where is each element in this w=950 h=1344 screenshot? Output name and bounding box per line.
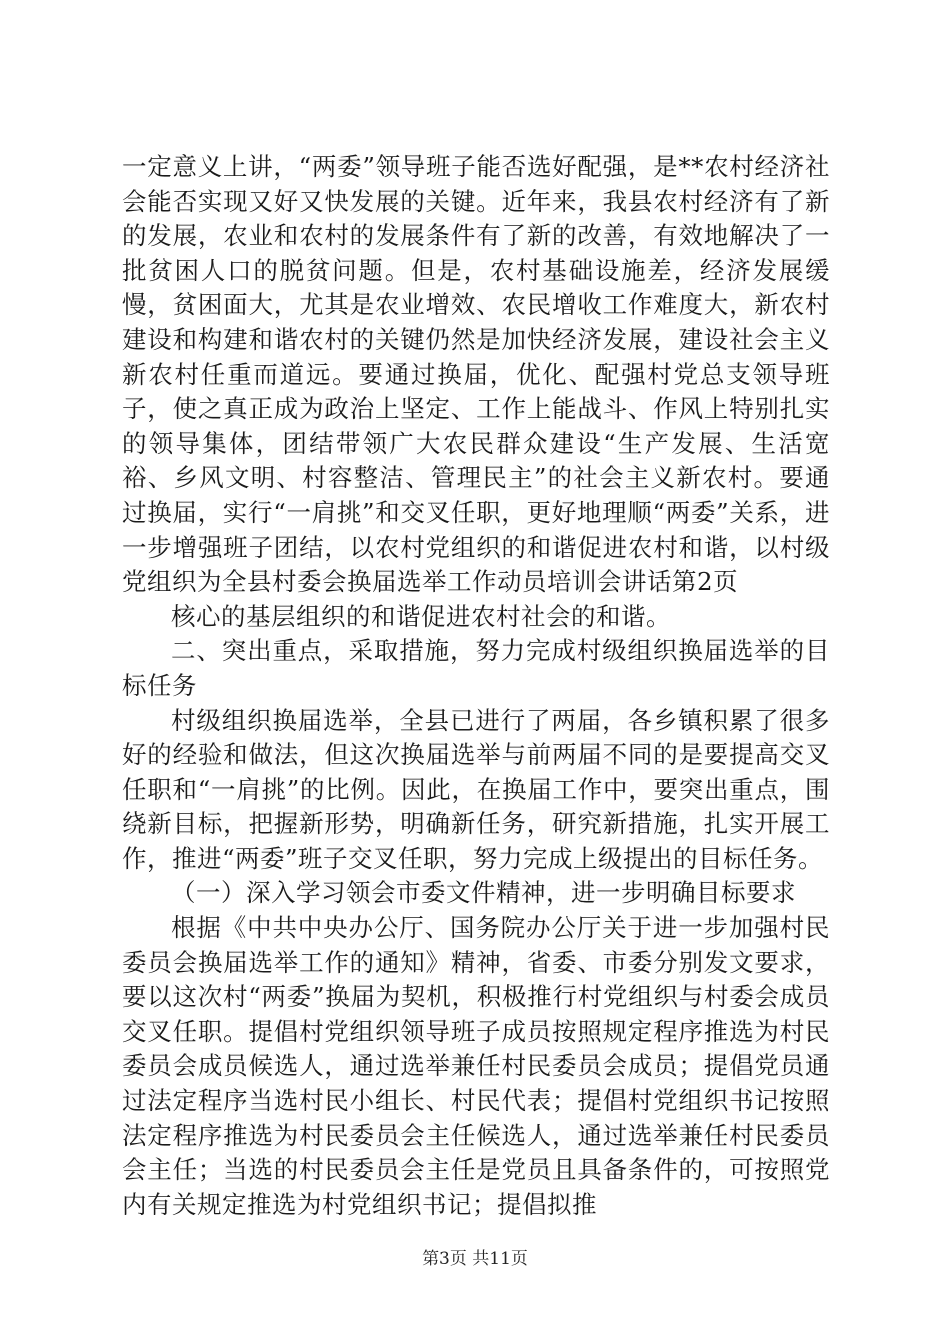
section-heading-2: 二、突出重点，采取措施，努力完成村级组织换届选举的目标任务 bbox=[122, 636, 830, 700]
paragraph-3: 村级组织换届选举，全县已进行了两届，各乡镇积累了很多好的经验和做法，但这次换届选举与前两届不同的是要提高交叉任职和“一肩挑”的比例。因此，在换届工作中，要突出重点，围绕新目标，把握新形势，明确新任务，研究新措施，扎实开展工作，推进“两委”班子交叉任职，努力完成上级提出的目标任务。 bbox=[122, 705, 830, 873]
document-body bbox=[122, 150, 830, 1222]
subsection-heading-1: （一）深入学习领会市委文件精神，进一步明确目标要求 bbox=[171, 878, 796, 908]
page-footer: 第3页 共11页 bbox=[422, 1249, 528, 1269]
paragraph-2: 核心的基层组织的和谐促进农村社会的和谐。 bbox=[171, 601, 671, 631]
paragraph-4: 根据《中共中央办公厅、国务院办公厅关于进一步加强村民委员会换届选举工作的通知》精神，省委、市委分别发文要求，要以这次村“两委”换届为契机，积极推行村党组织与村委会成员交叉任职。提倡村党组织领导班子成员按照规定程序推选为村民委员会成员候选人，通过选举兼任村民委员会成员；提倡党员通过法定程序当选村民小组长、村民代表；提倡村党组织书记按照法定程序推选为村民委员会主任候选人，通过选举兼任村民委员会主任；当选的村民委员会主任是党员且具备条件的，可按照党内有关规定推选为村党组织书记；提倡拟推 bbox=[122, 913, 830, 1219]
paragraph-1: 一定意义上讲，“两委”领导班子能否选好配强，是**农村经济社会能否实现又好又快发展的关键。近年来，我县农村经济有了新的发展，农业和农村的发展条件有了新的改善，有效地解决了一批贫困人口的脱贫问题。但是，农村基础设施差，经济发展缓慢，贫困面大，尤其是农业增效、农民增收工作难度大，新农村建设和构建和谐农村的关键仍然是加快经济发展，建设社会主义新农村任重而道远。要通过换届，优化、配强村党总支领导班子，使之真正成为政治上坚定、工作上能战斗、作风上特别扎实的领导集体，团结带领广大农民群众建设“生产发展、生活宽裕、乡风文明、村容整洁、管理民主”的社会主义新农村。要通过换届，实行“一肩挑”和交叉任职，更好地理顺“两委”关系，进一步增强班子团结，以农村党组织的和谐促进农村和谐，以村级党组织为全县村委会换届选举工作动员培训会讲话第2页 bbox=[122, 152, 830, 597]
